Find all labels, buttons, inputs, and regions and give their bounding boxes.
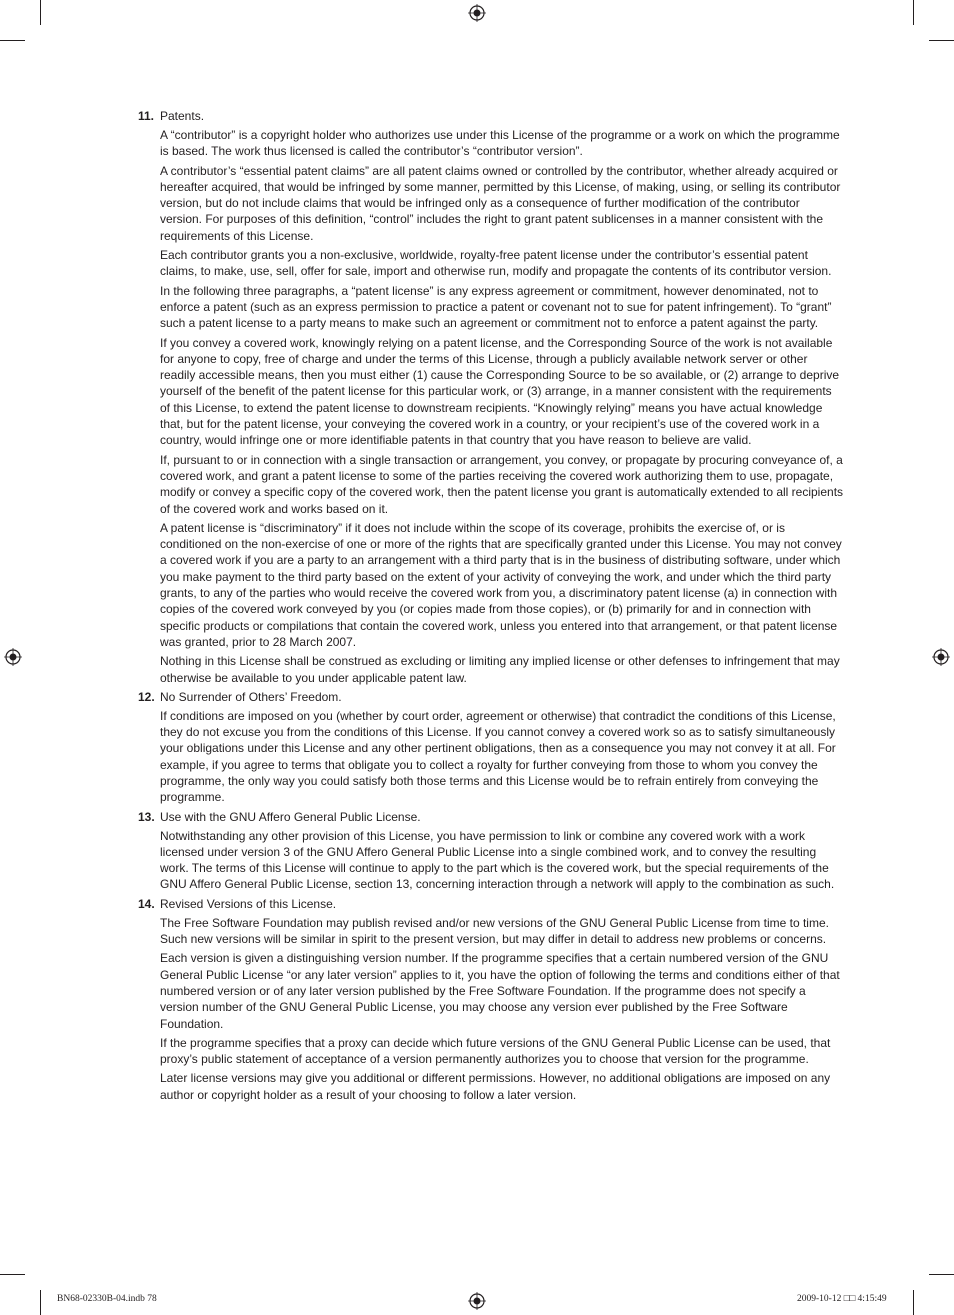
paragraph: Each contributor grants you a non-exclusive, worldwide, royalty-free patent license under the contributor’s essential patent claims, to make, use, sell, offer for sale, import and otherwise run, modify and propagate the contents of its contributor version. <box>160 248 832 279</box>
crop-mark-top-left-horizontal <box>0 40 25 41</box>
paragraph: If conditions are imposed on you (whether by court order, agreement or otherwise) that contradict the conditions of this License, they do not excuse you from the conditions of this License. If you cannot convey a covered work so as to satisfy simultaneously your obligations under this License and any other pertinent obligations, then as a consequence you may not convey it at all. For example, if you agree to terms that obligate you to collect a royalty for further conveying from those to whom you convey the programme, the only way you could satisfy both those terms and this License would be to refrain entirely from conveying the programme. <box>160 708 836 805</box>
section-number: 13. <box>138 809 155 824</box>
section-number: 11. <box>138 109 155 123</box>
section-heading <box>138 809 844 825</box>
section-number: 12. <box>138 689 155 704</box>
footer-date-time: 2009-10-12 □□ 4:15:49 <box>797 1294 887 1304</box>
section-number: 14. <box>138 896 155 911</box>
paragraph: Notwithstanding any other provision of this License, you have permission to link or combine any covered work with a work licensed under version 3 of the GNU Affero General Public License into a single combined work, and to convey the resulting work. The terms of this License will continue to apply to the part which is the covered work, but the special requirements of the GNU Affero General Public License, section 13, concerning interaction through a network will apply to the combination as such. <box>160 828 835 892</box>
section-heading <box>138 689 844 705</box>
crop-mark-top-left-vertical <box>40 0 41 25</box>
registration-mark-icon <box>4 648 22 666</box>
footer-file-info: BN68-02330B-04.indb 78 <box>57 1294 157 1304</box>
registration-mark-icon <box>932 648 950 666</box>
paragraph: If, pursuant to or in connection with a single transaction or arrangement, you convey, or propagate by procuring conveyance of, a covered work, and grant a patent license to some of the parties receiving the covered work authorizing them to use, propagate, modify or convey a specific copy of the covered work, then the patent license you grant is automatically extended to all recipients of the covered work and works based on it. <box>160 452 844 516</box>
registration-mark-icon <box>468 1292 486 1310</box>
paragraph: A patent license is “discriminatory” if it does not include within the scope of its coverage, prohibits the exercise of, or is conditioned on the non-exercise of one or more of the rights that are specifically granted under this License. You may not convey a covered work if you are a party to an arrangement with a third party that is in the business of distributing software, under which you make payment to the third party based on the extent of your activity of conveying the work, and under which the third party grants, to any of the parties who would receive the covered work from you, a discriminatory patent license (a) in connection with copies of the covered work conveyed by you (or copies made from those copies), or (b) primarily for and in connection with specific products or compilations that contain the covered work, unless you entered into that arrangement, or that patent license was granted, prior to 28 March 2007. <box>160 520 842 649</box>
paragraph: Each version is given a distinguishing version number. If the programme specifies that a certain numbered version of the GNU General Public License “or any later version” applies to it, you have the option of following the terms and conditions either of that numbered version or of any later version published by the Free Software Foundation. If the programme does not specify a version number of the GNU General Public License, you may choose any version ever published by the Free Software Foundation. <box>160 951 840 1031</box>
document-body <box>138 108 844 1106</box>
section-heading <box>138 896 844 912</box>
paragraph: A contributor’s “essential patent claims” are all patent claims owned or controlled by the contributor, whether already acquired or hereafter acquired, that would be infringed by some manner, permitted by this License, of making, using, or selling its contributor version, but do not include claims that would be infringed only as a consequence of further modification of the contributor version. For purposes of this definition, “control” includes the right to grant patent sublicenses in a manner consistent with the requirements of this License. <box>160 163 841 243</box>
paragraph: If the programme specifies that a proxy can decide which future versions of the GNU General Public License can be used, that proxy’s public statement of acceptance of a version permanently authorizes you to choose that version for the programme. <box>160 1035 831 1067</box>
section-revised-versions <box>138 896 844 1103</box>
section-title: Revised Versions of this License. <box>160 896 337 911</box>
paragraph: If you convey a covered work, knowingly relying on a patent license, and the Corresponding Source of the work is not available for anyone to copy, free of charge and under the terms of this License, through a publicly available network server or other readily accessible means, then you must either (1) cause the Corresponding Source to be so available, or (2) arrange to deprive yourself of the benefit of the patent license for this particular work, or (3) arrange, in a manner consistent with the requirements of this License, to extend the patent license to downstream recipients. “Knowingly relying” means you have actual knowledge that, but for the patent license, your conveying the covered work in a country, or your recipient’s use of the covered work in a country, would infringe one or more identifiable patents in that country that you have reason to believe are valid. <box>160 335 840 448</box>
paragraph: The Free Software Foundation may publish revised and/or new versions of the GNU General Public License from time to time. Such new versions will be similar in spirit to the present version, but may differ in detail to address new problems or concerns. <box>160 915 829 947</box>
crop-mark-bottom-right-vertical <box>913 1290 914 1315</box>
crop-mark-bottom-right-horizontal <box>929 1274 954 1275</box>
crop-mark-bottom-left-horizontal <box>0 1274 25 1275</box>
paragraph: A “contributor” is a copyright holder who authorizes use under this License of the programme or a work on which the programme is based. The work thus licensed is called the contributor’s “contributor version”. <box>160 128 840 159</box>
registration-mark-icon <box>468 4 486 22</box>
section-affero <box>138 809 844 893</box>
crop-mark-top-right-horizontal <box>929 40 954 41</box>
section-title: Use with the GNU Affero General Public License. <box>160 809 421 824</box>
crop-mark-bottom-left-vertical <box>40 1290 41 1315</box>
section-patents <box>138 108 844 686</box>
paragraph: Later license versions may give you additional or different permissions. However, no additional obligations are imposed on any author or copyright holder as a result of your choosing to follow a later version. <box>160 1071 831 1102</box>
paragraph: In the following three paragraphs, a “patent license” is any express agreement or commitment, however denominated, not to enforce a patent (such as an express permission to practice a patent or covenant not to sue for patent infringement). To “grant” such a patent license to a party means to make such an agreement or commitment not to enforce a patent against the party. <box>160 283 832 331</box>
section-title: No Surrender of Others’ Freedom. <box>160 689 342 704</box>
crop-mark-top-right-vertical <box>913 0 914 25</box>
section-heading <box>138 108 844 124</box>
section-no-surrender <box>138 689 844 806</box>
section-title: Patents. <box>160 109 205 123</box>
paragraph: Nothing in this License shall be construed as excluding or limiting any implied license or other defenses to infringement that may otherwise be available to you under applicable patent law. <box>160 654 840 685</box>
